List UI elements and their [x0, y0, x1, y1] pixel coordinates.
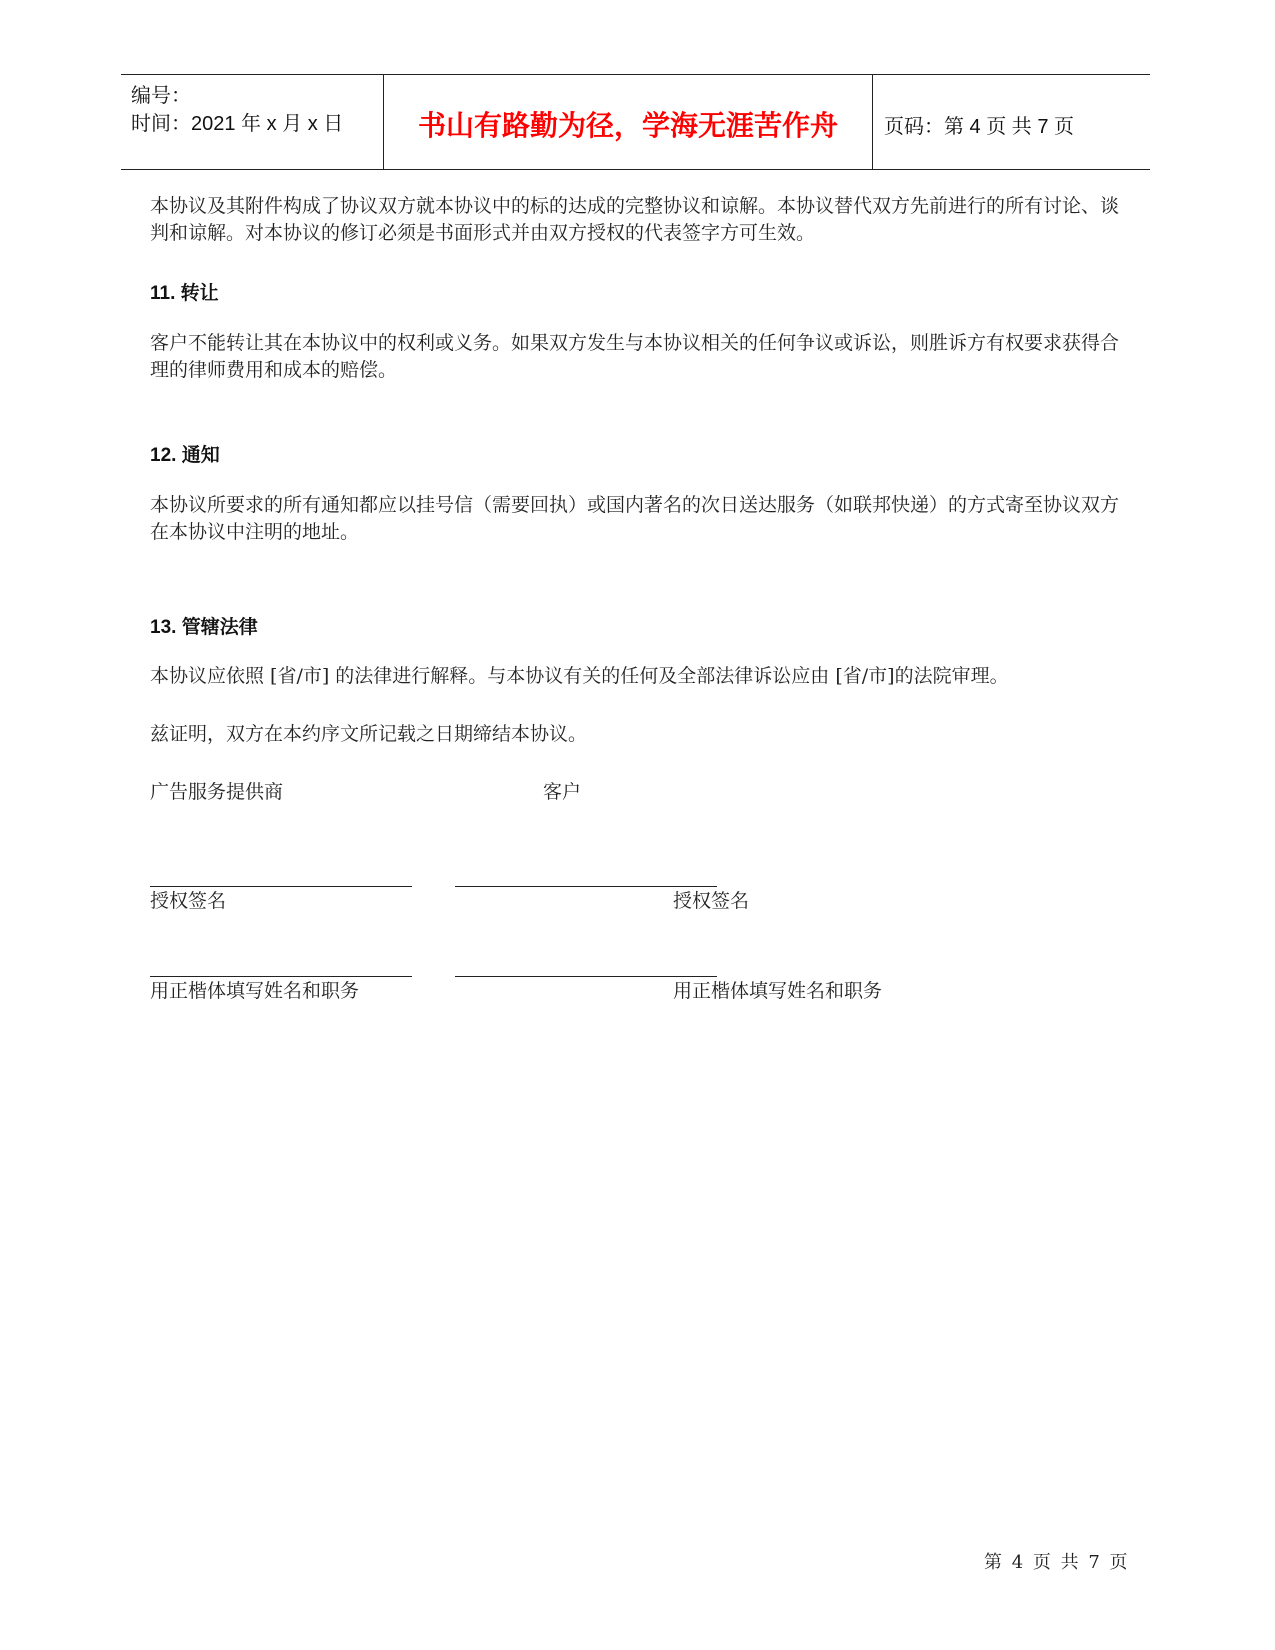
name-left-label: 用正楷体填写姓名和职务 — [150, 980, 360, 1002]
name-line-left — [150, 976, 412, 977]
header-info-cell — [121, 75, 383, 169]
document-time-label: 时间：2021 年 x 月 x 日 — [131, 113, 344, 135]
page-header — [121, 74, 1150, 170]
section-11-paragraph: 客户不能转让其在本协议中的权利或义务。如果双方发生与本协议相关的任何争议或诉讼，则胜诉方有权要求获得合理的律师费用和成本的赔偿。 — [150, 332, 1120, 381]
name-right-label: 用正楷体填写姓名和职务 — [673, 980, 883, 1002]
header-motto: 书山有路勤为径，学海无涯苦作舟 — [417, 109, 838, 142]
section-12-paragraph: 本协议所要求的所有通知都应以挂号信（需要回执）或国内著名的次日送达服务（如联邦快递）的方式寄至协议双方在本协议中注明的地址。 — [150, 494, 1120, 543]
signature-line-left — [150, 886, 412, 887]
section-13-paragraph: 本协议应依照 [省/市] 的法律进行解释。与本协议有关的任何及全部法律诉讼应由 [省/市]的法院审理。 — [150, 665, 1009, 687]
party-right-label: 客户 — [543, 781, 582, 803]
section-11-heading: 11. 转让 — [150, 283, 219, 304]
witness-paragraph: 兹证明，双方在本约序文所记载之日期缔结本协议。 — [150, 723, 588, 745]
intro-paragraph: 本协议及其附件构成了协议双方就本协议中的标的达成的完整协议和谅解。本协议替代双方先前进行的所有讨论、谈判和谅解。对本协议的修订必须是书面形式并由双方授权的代表签字方可生效。 — [150, 195, 1120, 244]
sign-left-label: 授权签名 — [150, 890, 227, 912]
party-left-label: 广告服务提供商 — [150, 781, 284, 803]
header-motto-cell — [383, 75, 873, 169]
section-13-heading: 13. 管辖法律 — [150, 617, 258, 638]
header-page-cell — [872, 75, 1150, 169]
footer-page-number: 第 4 页 共 7 页 — [984, 1552, 1128, 1573]
header-page-number: 页码：第 4 页 共 7 页 — [884, 116, 1075, 138]
name-line-right — [455, 976, 717, 977]
document-number-label: 编号： — [131, 85, 191, 107]
sign-right-label: 授权签名 — [673, 890, 750, 912]
signature-line-right — [455, 886, 717, 887]
section-12-heading: 12. 通知 — [150, 445, 220, 466]
